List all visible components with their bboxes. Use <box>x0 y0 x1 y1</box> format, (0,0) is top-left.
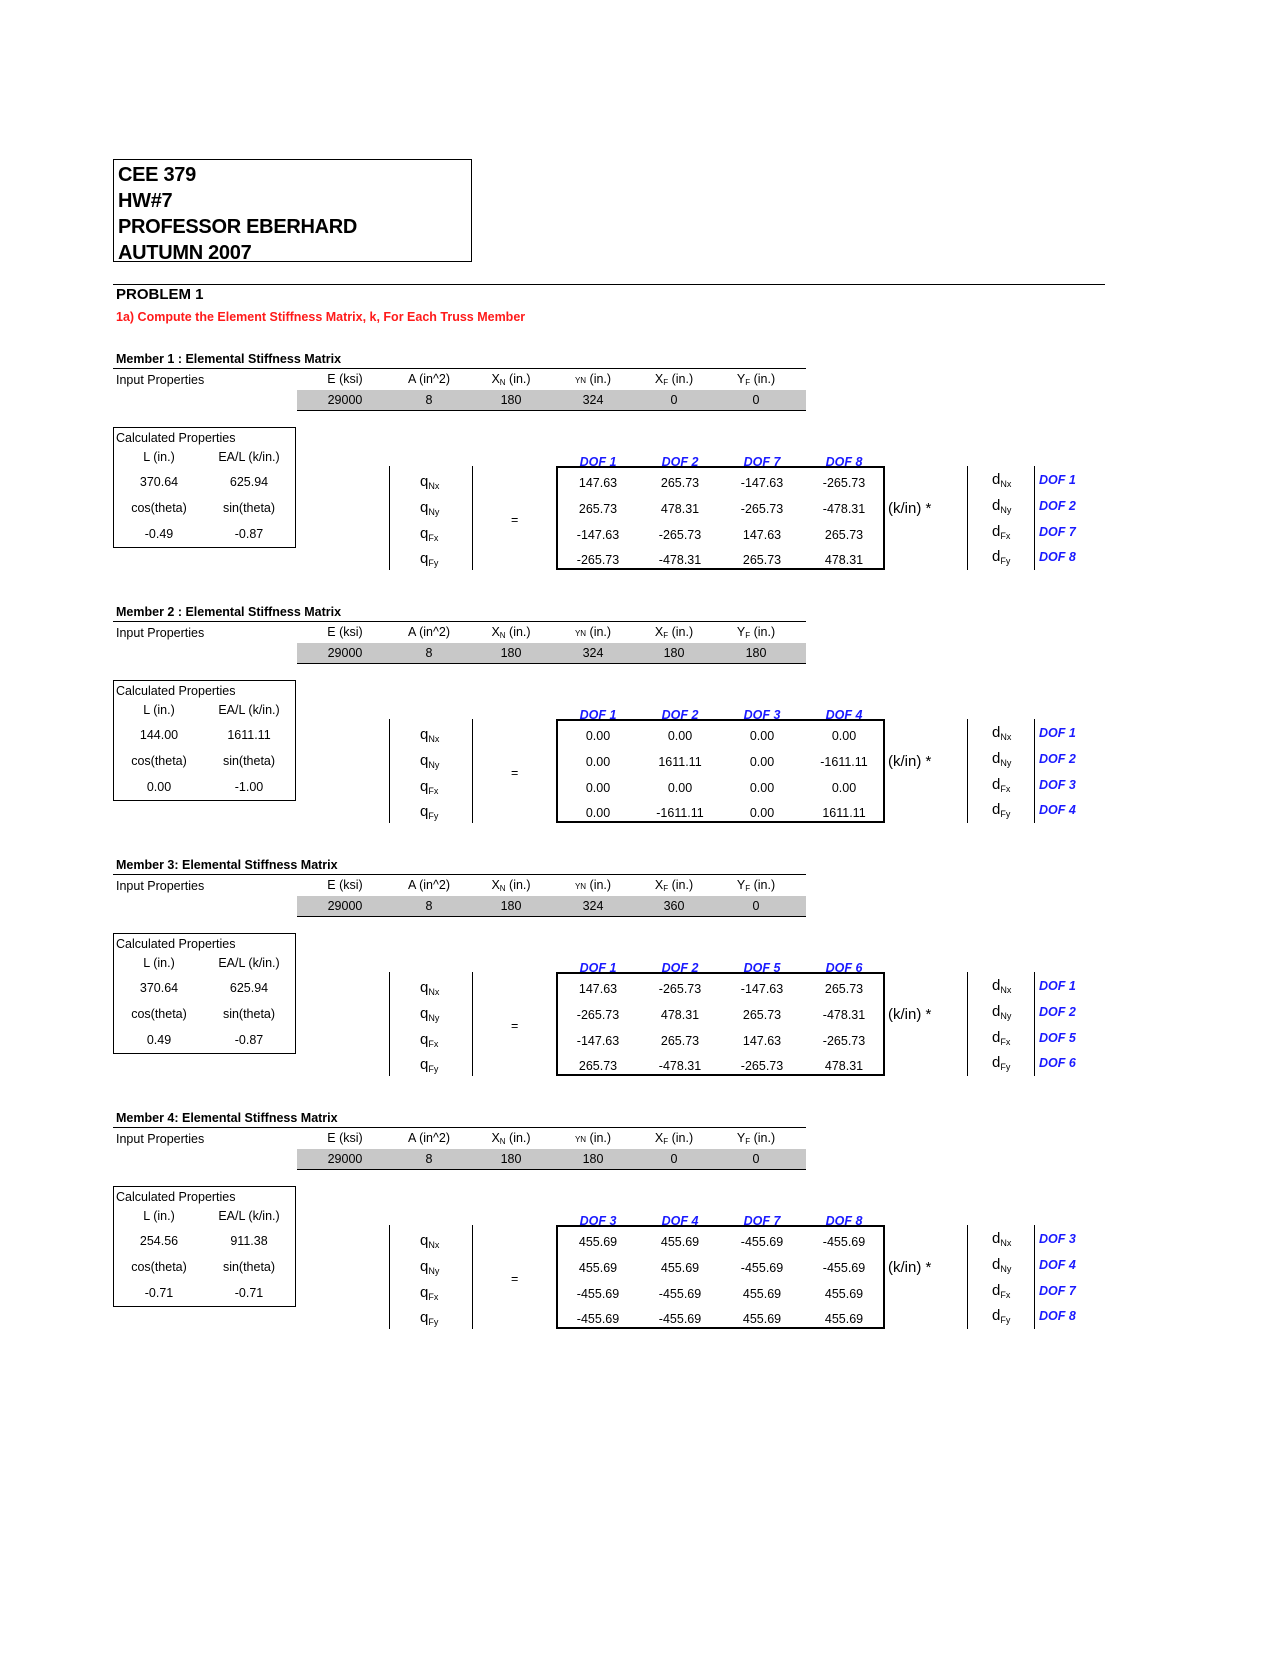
sin-value: -1.00 <box>234 780 264 794</box>
matrix-cell: -147.63 <box>740 476 784 490</box>
force-label: $q_{Ny}$ <box>420 1005 440 1023</box>
sin-label: sin(theta) <box>222 1260 276 1274</box>
dof-column-header: DOF 3 <box>579 1214 617 1228</box>
calculated-properties-box <box>113 680 296 801</box>
cos-label: cos(theta) <box>131 501 187 515</box>
cos-value: -0.71 <box>144 1286 174 1300</box>
problem-subtitle: 1a) Compute the Element Stiffness Matrix, k, For Each Truss Member <box>116 310 526 324</box>
input-yf-value: 180 <box>745 646 767 660</box>
sin-label: sin(theta) <box>222 501 276 515</box>
course-title: CEE 379 <box>118 164 196 186</box>
professor-name: PROFESSOR EBERHARD <box>118 216 358 238</box>
length-value: 144.00 <box>139 728 179 742</box>
eal-value: 911.38 <box>230 1234 268 1248</box>
dof-column-header: DOF 2 <box>661 455 699 469</box>
matrix-cell: 265.73 <box>660 476 700 490</box>
force-vector-left-bar <box>389 719 390 823</box>
force-label: $q_{Nx}$ <box>420 979 440 997</box>
header-xf: $X_F$ (in.) <box>654 1131 694 1146</box>
eal-label: EA/L (k/in.) <box>218 1209 280 1223</box>
input-e-value: 29000 <box>327 1152 363 1166</box>
force-label: $q_{Ny}$ <box>420 499 440 517</box>
header-xn: $X_N$ (in.) <box>491 878 531 893</box>
force-label: $q_{Nx}$ <box>420 726 440 744</box>
dof-column-header: DOF 5 <box>743 961 781 975</box>
input-yn-value: 324 <box>582 899 604 913</box>
matrix-cell: -265.73 <box>576 553 620 567</box>
matrix-cell: -478.31 <box>822 502 866 516</box>
matrix-cell: -455.69 <box>822 1261 866 1275</box>
dof-row-label: DOF 1 <box>1039 473 1076 487</box>
length-value: 254.56 <box>139 1234 179 1248</box>
header-xn: $X_N$ (in.) <box>491 1131 531 1146</box>
matrix-cell: 265.73 <box>742 553 782 567</box>
input-yn-value: 180 <box>582 1152 604 1166</box>
force-label: $q_{Fx}$ <box>420 778 439 796</box>
dof-column-header: DOF 7 <box>743 1214 781 1228</box>
dof-row-label: DOF 2 <box>1039 752 1076 766</box>
length-label: L (in.) <box>143 450 175 464</box>
matrix-cell: 1611.11 <box>822 806 866 820</box>
header-a: A (in^2) <box>408 372 450 386</box>
calculated-properties-label: Calculated Properties <box>116 937 236 951</box>
force-label: $q_{Fx}$ <box>420 1031 439 1049</box>
input-yf-value: 0 <box>752 899 760 913</box>
matrix-cell: -265.73 <box>740 502 784 516</box>
force-vector-right-bar <box>472 1225 473 1329</box>
input-e-value: 29000 <box>327 646 363 660</box>
eal-label: EA/L (k/in.) <box>218 956 280 970</box>
input-xf-value: 360 <box>663 899 685 913</box>
matrix-cell: 478.31 <box>660 1008 700 1022</box>
matrix-cell: -265.73 <box>658 528 702 542</box>
force-label: $q_{Fy}$ <box>420 1056 439 1074</box>
input-a-value: 8 <box>425 899 433 913</box>
force-vector-left-bar <box>389 466 390 570</box>
dof-column-header: DOF 2 <box>661 708 699 722</box>
stiffness-matrix <box>556 466 885 570</box>
displacement-label: $d_{Nx}$ <box>992 1230 1012 1248</box>
member-2-section <box>0 605 1280 855</box>
matrix-cell: -478.31 <box>658 1059 702 1073</box>
matrix-cell: -265.73 <box>822 476 866 490</box>
matrix-cell: -478.31 <box>658 553 702 567</box>
dof-row-label: DOF 6 <box>1039 1056 1076 1070</box>
member-3-section <box>0 858 1280 1108</box>
matrix-cell: -455.69 <box>576 1287 620 1301</box>
input-xf-value: 0 <box>670 393 678 407</box>
input-table-topline <box>113 874 806 875</box>
matrix-cell: 0.00 <box>667 729 693 743</box>
sin-value: -0.87 <box>234 527 264 541</box>
dof-row-label: DOF 2 <box>1039 1005 1076 1019</box>
matrix-cell: 478.31 <box>824 553 864 567</box>
header-a: A (in^2) <box>408 625 450 639</box>
matrix-cell: -147.63 <box>576 528 620 542</box>
input-properties-label: Input Properties <box>116 1132 205 1146</box>
dof-vector-left-bar <box>1034 972 1035 1076</box>
input-a-value: 8 <box>425 1152 433 1166</box>
matrix-cell: 455.69 <box>660 1235 700 1249</box>
header-yn: YN (in.) <box>574 625 612 639</box>
header-yn: YN (in.) <box>574 1131 612 1145</box>
matrix-cell: -1611.11 <box>656 806 704 820</box>
calculated-properties-box <box>113 933 296 1054</box>
dof-column-header: DOF 2 <box>661 961 699 975</box>
dof-row-label: DOF 1 <box>1039 726 1076 740</box>
units-label: (k/in) * <box>888 753 932 770</box>
matrix-cell: 265.73 <box>660 1034 700 1048</box>
input-properties-label: Input Properties <box>116 373 205 387</box>
input-properties-label: Input Properties <box>116 879 205 893</box>
displacement-vector-left-bar <box>967 972 968 1076</box>
calculated-properties-label: Calculated Properties <box>116 431 236 445</box>
term: AUTUMN 2007 <box>118 242 252 264</box>
member-title: Member 1 : Elemental Stiffness Matrix <box>116 352 342 366</box>
displacement-label: $d_{Fy}$ <box>992 1307 1011 1325</box>
force-label: $q_{Fy}$ <box>420 1309 439 1327</box>
matrix-cell: 455.69 <box>824 1287 864 1301</box>
sin-label: sin(theta) <box>222 1007 276 1021</box>
force-label: $q_{Fy}$ <box>420 803 439 821</box>
dof-column-header: DOF 8 <box>825 455 863 469</box>
displacement-label: $d_{Fx}$ <box>992 776 1011 794</box>
eal-label: EA/L (k/in.) <box>218 450 280 464</box>
cos-value: -0.49 <box>144 527 174 541</box>
length-label: L (in.) <box>143 956 175 970</box>
matrix-cell: 0.00 <box>667 781 693 795</box>
force-vector-right-bar <box>472 972 473 1076</box>
dof-column-header: DOF 4 <box>661 1214 699 1228</box>
matrix-cell: 147.63 <box>578 982 618 996</box>
calculated-properties-label: Calculated Properties <box>116 684 236 698</box>
matrix-cell: 265.73 <box>578 502 618 516</box>
input-e-value: 29000 <box>327 899 363 913</box>
matrix-cell: -455.69 <box>740 1261 784 1275</box>
header-yf: $Y_F$ (in.) <box>736 372 776 387</box>
cos-label: cos(theta) <box>131 1007 187 1021</box>
input-yf-value: 0 <box>752 393 760 407</box>
input-xf-value: 0 <box>670 1152 678 1166</box>
dof-row-label: DOF 8 <box>1039 550 1076 564</box>
matrix-cell: 455.69 <box>742 1287 782 1301</box>
matrix-cell: 455.69 <box>742 1312 782 1326</box>
input-e-value: 29000 <box>327 393 363 407</box>
equals-sign: = <box>511 766 519 780</box>
header-yf: $Y_F$ (in.) <box>736 1131 776 1146</box>
matrix-cell: 0.00 <box>585 806 611 820</box>
units-label: (k/in) * <box>888 1259 932 1276</box>
sin-value: -0.87 <box>234 1033 264 1047</box>
dof-column-header: DOF 3 <box>743 708 781 722</box>
cos-value: 0.49 <box>146 1033 172 1047</box>
length-value: 370.64 <box>139 981 179 995</box>
displacement-label: $d_{Nx}$ <box>992 724 1012 742</box>
input-xn-value: 180 <box>500 646 522 660</box>
dof-column-header: DOF 1 <box>579 708 617 722</box>
dof-row-label: DOF 4 <box>1039 803 1076 817</box>
matrix-cell: 265.73 <box>824 528 864 542</box>
cos-label: cos(theta) <box>131 1260 187 1274</box>
force-label: $q_{Fx}$ <box>420 1284 439 1302</box>
dof-row-label: DOF 8 <box>1039 1309 1076 1323</box>
dof-column-header: DOF 1 <box>579 455 617 469</box>
matrix-cell: 0.00 <box>749 729 775 743</box>
header-xf: $X_F$ (in.) <box>654 878 694 893</box>
displacement-label: $d_{Ny}$ <box>992 1256 1012 1274</box>
member-title: Member 4: Elemental Stiffness Matrix <box>116 1111 338 1125</box>
matrix-cell: -147.63 <box>740 982 784 996</box>
equals-sign: = <box>511 513 519 527</box>
section-divider <box>113 284 1105 285</box>
header-yf: $Y_F$ (in.) <box>736 625 776 640</box>
dof-row-label: DOF 1 <box>1039 979 1076 993</box>
force-label: $q_{Fy}$ <box>420 550 439 568</box>
matrix-cell: 265.73 <box>742 1008 782 1022</box>
matrix-cell: -265.73 <box>576 1008 620 1022</box>
displacement-label: $d_{Nx}$ <box>992 977 1012 995</box>
header-a: A (in^2) <box>408 878 450 892</box>
dof-row-label: DOF 3 <box>1039 1232 1076 1246</box>
matrix-cell: -265.73 <box>822 1034 866 1048</box>
eal-value: 625.94 <box>229 475 269 489</box>
force-label: $q_{Fx}$ <box>420 525 439 543</box>
matrix-cell: 478.31 <box>660 502 700 516</box>
displacement-label: $d_{Fx}$ <box>992 1282 1011 1300</box>
force-vector-left-bar <box>389 1225 390 1329</box>
dof-row-label: DOF 7 <box>1039 525 1076 539</box>
problem-title: PROBLEM 1 <box>116 286 204 303</box>
stiffness-matrix <box>556 719 885 823</box>
force-label: $q_{Ny}$ <box>420 1258 440 1276</box>
matrix-cell: 478.31 <box>824 1059 864 1073</box>
matrix-cell: -265.73 <box>740 1059 784 1073</box>
header-yn: YN (in.) <box>574 372 612 386</box>
dof-row-label: DOF 3 <box>1039 778 1076 792</box>
matrix-cell: -147.63 <box>576 1034 620 1048</box>
matrix-cell: -455.69 <box>658 1287 702 1301</box>
matrix-cell: 455.69 <box>660 1261 700 1275</box>
member-title: Member 2 : Elemental Stiffness Matrix <box>116 605 342 619</box>
displacement-label: $d_{Nx}$ <box>992 471 1012 489</box>
input-yn-value: 324 <box>582 393 604 407</box>
header-xn: $X_N$ (in.) <box>491 372 531 387</box>
dof-row-label: DOF 5 <box>1039 1031 1076 1045</box>
displacement-label: $d_{Fy}$ <box>992 548 1011 566</box>
matrix-cell: 0.00 <box>831 729 857 743</box>
dof-vector-left-bar <box>1034 1225 1035 1329</box>
calculated-properties-box <box>113 427 296 548</box>
displacement-label: $d_{Fx}$ <box>992 1029 1011 1047</box>
length-value: 370.64 <box>139 475 179 489</box>
header-xf: $X_F$ (in.) <box>654 372 694 387</box>
header-e: E (ksi) <box>327 372 363 386</box>
input-table-topline <box>113 1127 806 1128</box>
force-vector-left-bar <box>389 972 390 1076</box>
force-label: $q_{Nx}$ <box>420 473 440 491</box>
matrix-cell: 455.69 <box>578 1261 618 1275</box>
equals-sign: = <box>511 1019 519 1033</box>
stiffness-matrix <box>556 1225 885 1329</box>
force-vector-right-bar <box>472 466 473 570</box>
length-label: L (in.) <box>143 1209 175 1223</box>
matrix-cell: -455.69 <box>822 1235 866 1249</box>
dof-row-label: DOF 7 <box>1039 1284 1076 1298</box>
dof-row-label: DOF 2 <box>1039 499 1076 513</box>
dof-row-label: DOF 4 <box>1039 1258 1076 1272</box>
force-label: $q_{Ny}$ <box>420 752 440 770</box>
matrix-cell: 0.00 <box>831 781 857 795</box>
displacement-label: $d_{Ny}$ <box>992 1003 1012 1021</box>
eal-label: EA/L (k/in.) <box>218 703 280 717</box>
units-label: (k/in) * <box>888 500 932 517</box>
dof-column-header: DOF 7 <box>743 455 781 469</box>
input-table-topline <box>113 621 806 622</box>
matrix-cell: 265.73 <box>578 1059 618 1073</box>
header-e: E (ksi) <box>327 878 363 892</box>
header-yf: $Y_F$ (in.) <box>736 878 776 893</box>
input-yf-value: 0 <box>752 1152 760 1166</box>
dof-column-header: DOF 1 <box>579 961 617 975</box>
displacement-vector-left-bar <box>967 466 968 570</box>
input-xf-value: 180 <box>663 646 685 660</box>
member-4-section <box>0 1111 1280 1361</box>
matrix-cell: 455.69 <box>578 1235 618 1249</box>
displacement-label: $d_{Ny}$ <box>992 750 1012 768</box>
displacement-label: $d_{Fy}$ <box>992 801 1011 819</box>
sin-value: -0.71 <box>234 1286 264 1300</box>
member-1-section <box>0 352 1280 602</box>
matrix-cell: -1611.11 <box>820 755 868 769</box>
matrix-cell: 147.63 <box>742 528 782 542</box>
dof-column-header: DOF 8 <box>825 1214 863 1228</box>
displacement-label: $d_{Ny}$ <box>992 497 1012 515</box>
input-yn-value: 324 <box>582 646 604 660</box>
input-xn-value: 180 <box>500 1152 522 1166</box>
displacement-label: $d_{Fy}$ <box>992 1054 1011 1072</box>
matrix-cell: -455.69 <box>658 1312 702 1326</box>
cos-value: 0.00 <box>146 780 172 794</box>
matrix-cell: -455.69 <box>740 1235 784 1249</box>
dof-column-header: DOF 6 <box>825 961 863 975</box>
displacement-vector-left-bar <box>967 1225 968 1329</box>
matrix-cell: 1611.11 <box>658 755 702 769</box>
header-xn: $X_N$ (in.) <box>491 625 531 640</box>
dof-vector-left-bar <box>1034 466 1035 570</box>
matrix-cell: 0.00 <box>585 781 611 795</box>
matrix-cell: 0.00 <box>585 729 611 743</box>
matrix-cell: 0.00 <box>749 755 775 769</box>
dof-vector-left-bar <box>1034 719 1035 823</box>
matrix-cell: -478.31 <box>822 1008 866 1022</box>
sin-label: sin(theta) <box>222 754 276 768</box>
matrix-cell: 265.73 <box>824 982 864 996</box>
matrix-cell: 147.63 <box>742 1034 782 1048</box>
calculated-properties-box <box>113 1186 296 1307</box>
calculated-properties-label: Calculated Properties <box>116 1190 236 1204</box>
matrix-cell: 455.69 <box>824 1312 864 1326</box>
dof-column-header: DOF 4 <box>825 708 863 722</box>
matrix-cell: 147.63 <box>578 476 618 490</box>
eal-value: 625.94 <box>229 981 269 995</box>
force-vector-right-bar <box>472 719 473 823</box>
matrix-cell: -265.73 <box>658 982 702 996</box>
matrix-cell: 0.00 <box>585 755 611 769</box>
input-xn-value: 180 <box>500 899 522 913</box>
input-table-topline <box>113 368 806 369</box>
force-label: $q_{Nx}$ <box>420 1232 440 1250</box>
header-a: A (in^2) <box>408 1131 450 1145</box>
member-title: Member 3: Elemental Stiffness Matrix <box>116 858 338 872</box>
stiffness-matrix <box>556 972 885 1076</box>
input-xn-value: 180 <box>500 393 522 407</box>
length-label: L (in.) <box>143 703 175 717</box>
displacement-vector-left-bar <box>967 719 968 823</box>
eal-value: 1611.11 <box>227 728 271 742</box>
input-a-value: 8 <box>425 646 433 660</box>
header-e: E (ksi) <box>327 1131 363 1145</box>
header-xf: $X_F$ (in.) <box>654 625 694 640</box>
header-e: E (ksi) <box>327 625 363 639</box>
units-label: (k/in) * <box>888 1006 932 1023</box>
matrix-cell: -455.69 <box>576 1312 620 1326</box>
homework-number: HW#7 <box>118 190 173 212</box>
displacement-label: $d_{Fx}$ <box>992 523 1011 541</box>
matrix-cell: 0.00 <box>749 781 775 795</box>
input-a-value: 8 <box>425 393 433 407</box>
course-header-box <box>113 159 472 262</box>
header-yn: YN (in.) <box>574 878 612 892</box>
cos-label: cos(theta) <box>131 754 187 768</box>
input-properties-label: Input Properties <box>116 626 205 640</box>
equals-sign: = <box>511 1272 519 1286</box>
matrix-cell: 0.00 <box>749 806 775 820</box>
